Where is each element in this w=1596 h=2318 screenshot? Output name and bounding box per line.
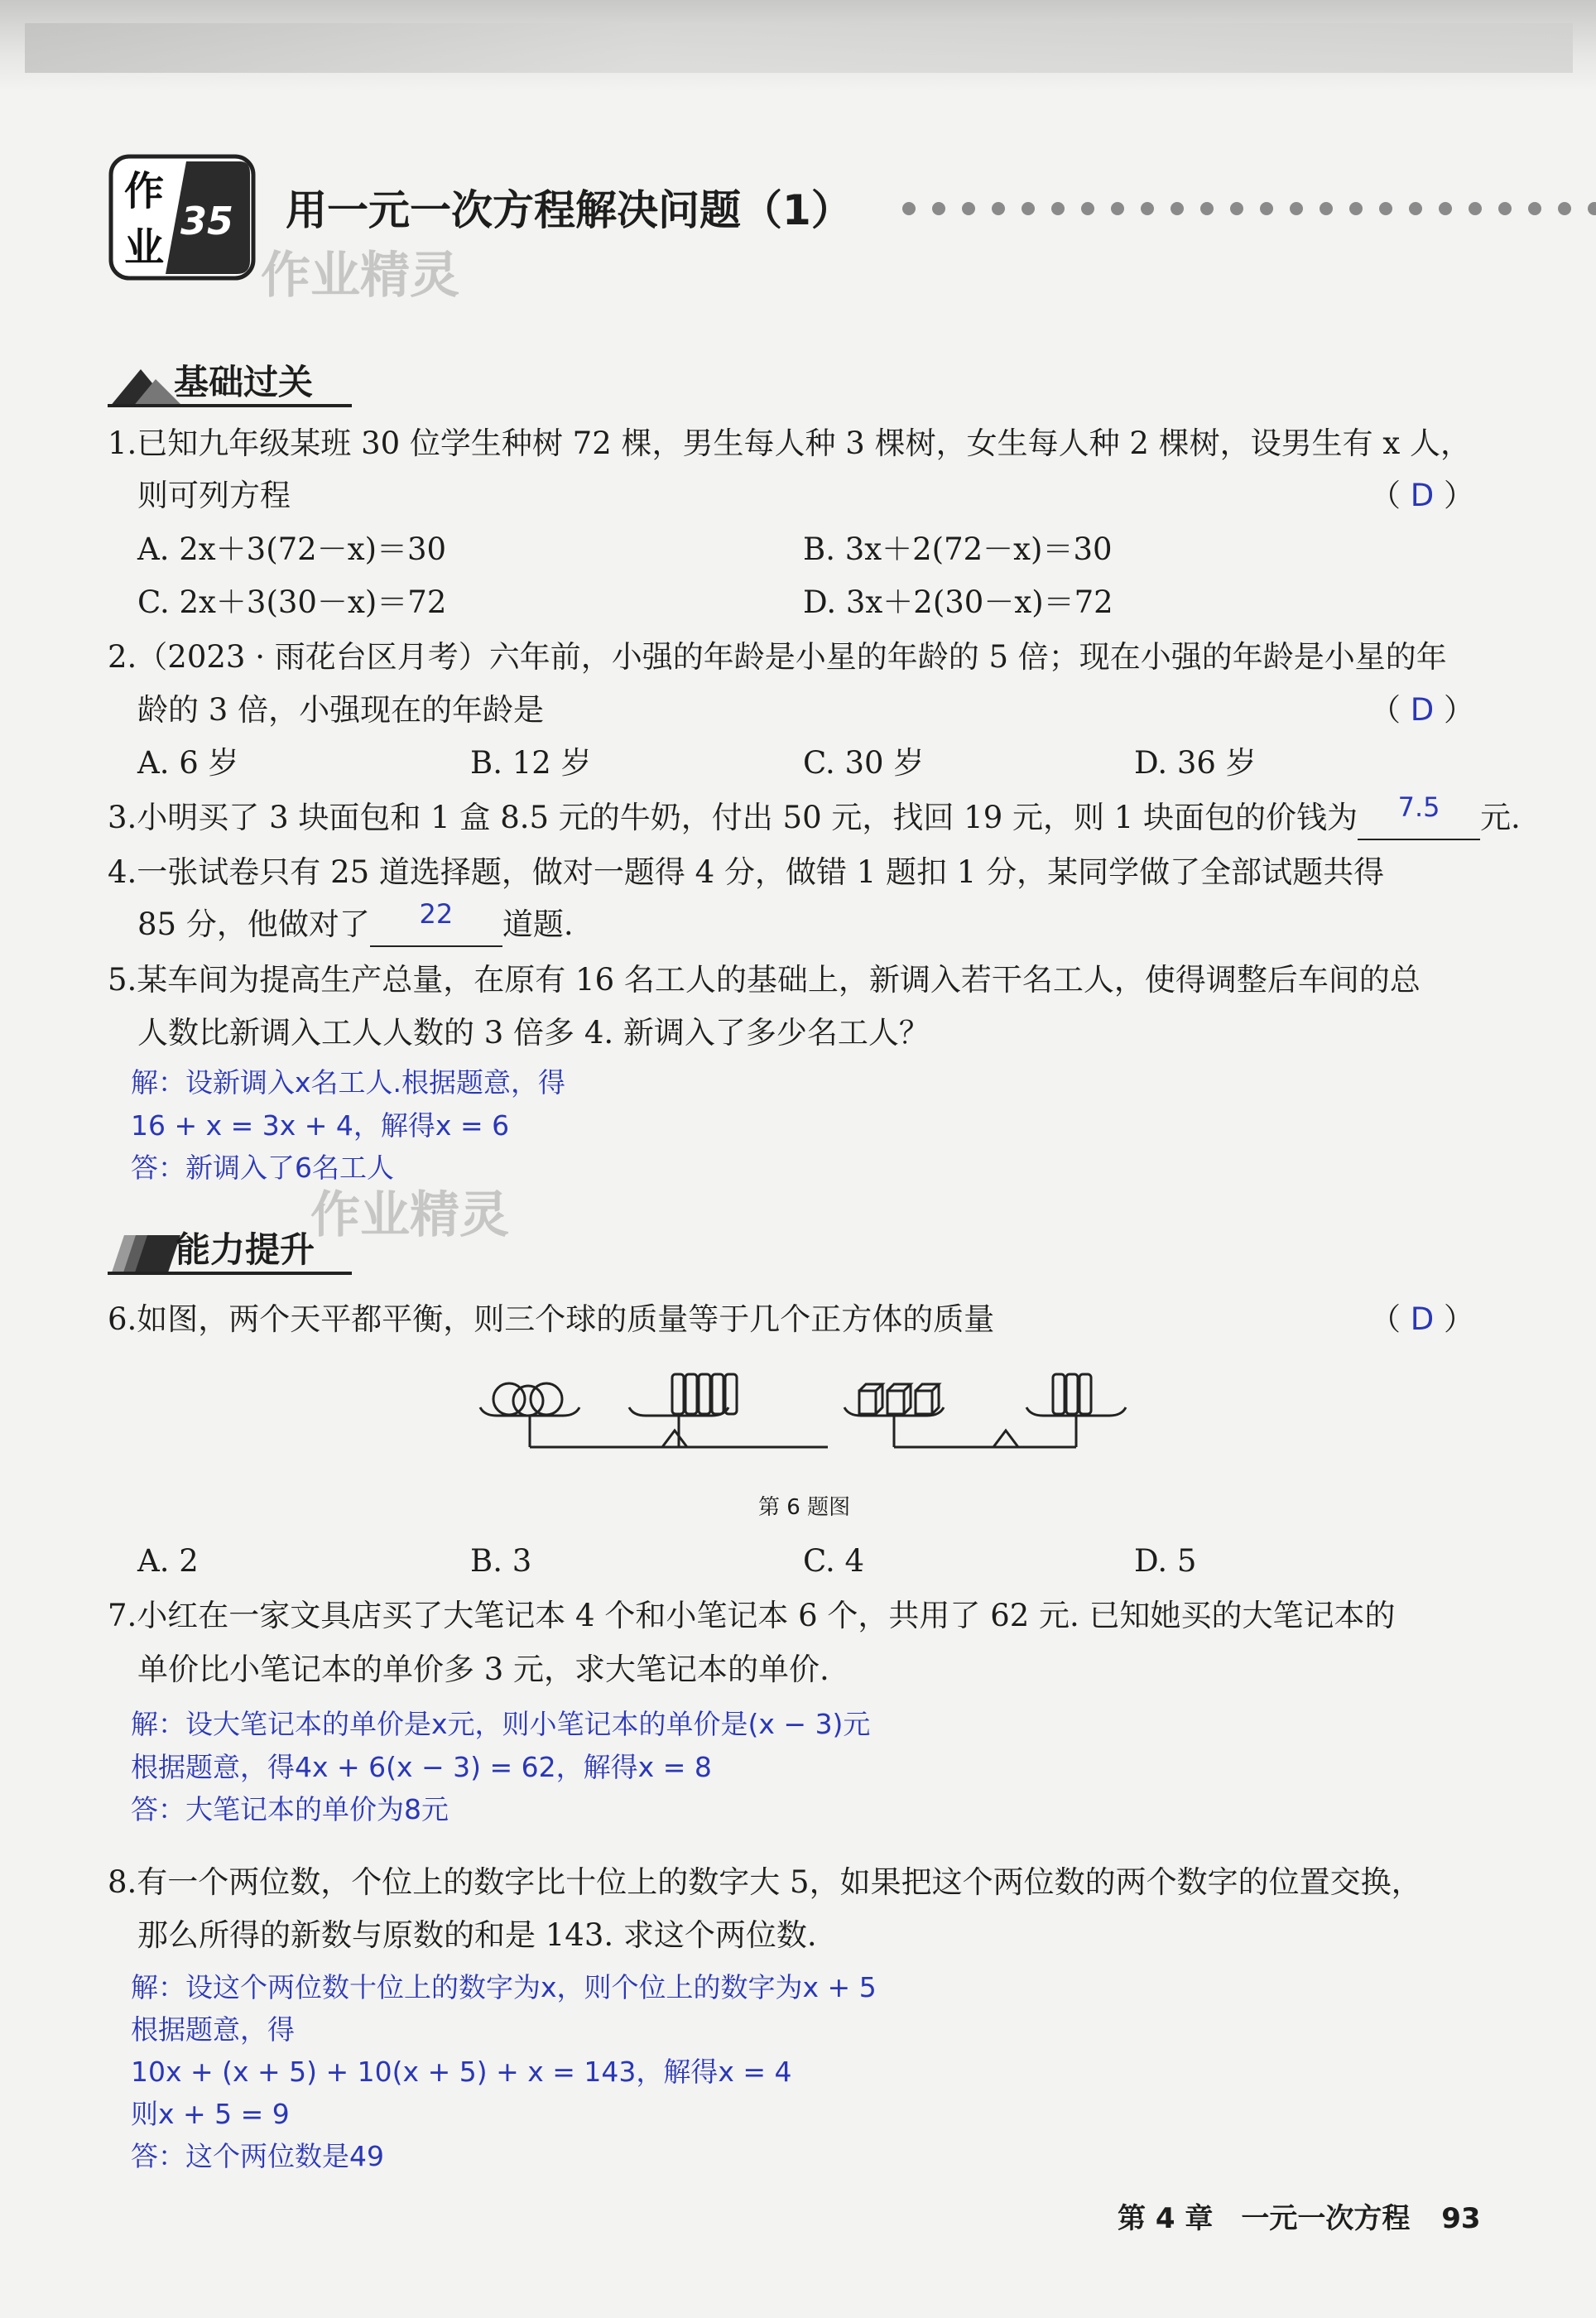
badge-bottom-text: 业	[124, 224, 165, 271]
q4-before: 85 分，他做对了	[137, 907, 370, 942]
q3-after: 元.	[1480, 800, 1521, 835]
badge-number: 35	[180, 199, 234, 243]
badge-shape	[108, 153, 257, 281]
q7-solution-2: 根据题意，得4x + 6(x − 3) = 62，解得x = 8	[131, 1751, 712, 1783]
q6-option-a: A. 2	[137, 1543, 199, 1579]
q1-option-c: C. 2x＋3(30－x)＝72	[137, 584, 447, 620]
cylinder	[1053, 1374, 1065, 1414]
q2-answer: D	[1410, 692, 1435, 728]
watermark: 作业精灵	[261, 247, 459, 305]
q4-blank-answer: 22	[419, 898, 454, 930]
q2-option-c: C. 30 岁	[803, 745, 925, 781]
q7-solution-3: 答：大笔记本的单价为8元	[131, 1793, 449, 1825]
q2-line2: 龄的 3 倍，小强现在的年龄是	[137, 692, 545, 728]
section-label: 基础过关	[174, 362, 314, 402]
balance-left	[480, 1374, 828, 1447]
q5-line1: 5.某车间为提高生产总量，在原有 16 名工人的基础上，新调入若干名工人，使得调整后车间的总	[108, 962, 1421, 998]
cylinder	[685, 1374, 697, 1414]
q5-line2: 人数比新调入工人人数的 3 倍多 4. 新调入了多少名工人？	[137, 1015, 930, 1051]
q4-blank	[370, 898, 502, 947]
cylinder	[1066, 1374, 1078, 1414]
figure-caption: 第 6 题图	[758, 1495, 851, 1520]
q6-answer-bracket: （ D ）	[1370, 1301, 1475, 1337]
homework-badge	[108, 153, 257, 281]
page-title: 用一元一次方程解决问题（1）	[286, 186, 853, 234]
q6-answer: D	[1410, 1301, 1435, 1337]
q1-line1: 1.已知九年级某班 30 位学生种树 72 棵，男生每人种 3 棵树，女生每人种 2 棵树，设男生有 x 人，	[108, 426, 1472, 461]
q8-solution-5: 答：这个两位数是49	[131, 2140, 384, 2172]
q3-blank-answer: 7.5	[1397, 791, 1440, 823]
chapter-label: 第 4 章 一元一次方程	[1118, 2202, 1411, 2235]
ball-3	[531, 1383, 562, 1415]
q5-solution-3: 答：新调入了6名工人	[131, 1152, 394, 1184]
q1-option-b: B. 3x＋2(72－x)＝30	[803, 531, 1113, 567]
ball-2	[513, 1386, 543, 1416]
page-footer	[1118, 2195, 1481, 2236]
q7-line1: 7.小红在一家文具店买了大笔记本 4 个和小笔记本 6 个，共用了 62 元. 已知她买的大笔记本的	[108, 1598, 1396, 1633]
q6-option-d: D. 5	[1134, 1543, 1197, 1579]
watermark: 作业精灵	[310, 1186, 509, 1244]
q6-line1: 6.如图，两个天平都平衡，则三个球的质量等于几个正方体的质量	[108, 1301, 995, 1337]
q3-before: 3.小明买了 3 块面包和 1 盒 8.5 元的牛奶，付出 50 元，找回 19 元，则 1 块面包的价钱为	[108, 800, 1358, 835]
q5-solution-2: 16 + x = 3x + 4，解得x = 6	[131, 1109, 510, 1142]
cube	[916, 1384, 939, 1414]
q8-solution-3: 10x + (x + 5) + 10(x + 5) + x = 143，解得x = 4	[131, 2056, 792, 2088]
q4-line2	[137, 898, 574, 947]
q1-answer: D	[1410, 478, 1435, 513]
q8-line1: 8.有一个两位数，个位上的数字比十位上的数字大 5，如果把这个两位数的两个数字的位置交换，	[108, 1864, 1422, 1900]
badge-top-text: 作	[124, 168, 165, 214]
balance-figure	[464, 1349, 1142, 1457]
q2-option-b: B. 12 岁	[470, 745, 592, 781]
q5-solution-1: 解：设新调入x名工人.根据题意，得	[131, 1066, 566, 1099]
q8-solution-2: 根据题意，得	[131, 2013, 295, 2046]
q8-line2: 那么所得的新数与原数的和是 143. 求这个两位数.	[137, 1917, 817, 1953]
q1-answer-bracket: （ D ）	[1370, 478, 1475, 513]
q4-after: 道题.	[502, 907, 574, 942]
cube	[859, 1384, 882, 1414]
q8-solution-1: 解：设这个两位数十位上的数字为x，则个位上的数字为x + 5	[131, 1971, 877, 2003]
q1-line2: 则可列方程	[137, 478, 291, 513]
q4-line1: 4.一张试卷只有 25 道选择题，做对一题得 4 分，做错 1 题扣 1 分，某同学做了全部试题共得	[108, 854, 1385, 890]
cube	[887, 1384, 911, 1414]
q2-option-a: A. 6 岁	[137, 745, 239, 781]
section-header-basic	[108, 358, 352, 407]
cylinder	[1079, 1374, 1091, 1414]
cylinder	[672, 1374, 684, 1414]
q7-line2: 单价比小笔记本的单价多 3 元，求大笔记本的单价.	[137, 1652, 829, 1687]
title-dot-leader	[902, 202, 1596, 215]
scan-edge	[25, 23, 1573, 73]
q2-answer-bracket: （ D ）	[1370, 692, 1475, 728]
q7-solution-1: 解：设大笔记本的单价是x元，则小笔记本的单价是(x − 3)元	[131, 1708, 871, 1740]
q3-blank	[1358, 791, 1480, 840]
q6-option-b: B. 3	[470, 1543, 532, 1579]
q1-option-a: A. 2x＋3(72－x)＝30	[137, 531, 447, 567]
balance-right	[844, 1374, 1126, 1447]
cylinder	[712, 1374, 723, 1414]
q8-solution-4: 则x + 5 = 9	[131, 2098, 290, 2130]
q6-option-c: C. 4	[803, 1543, 865, 1579]
q3-text	[108, 791, 1521, 840]
page-number: 93	[1441, 2202, 1481, 2235]
q2-option-d: D. 36 岁	[1134, 745, 1257, 781]
section-rule	[108, 1272, 352, 1275]
section-rule	[108, 404, 352, 407]
q1-option-d: D. 3x＋2(30－x)＝72	[803, 584, 1113, 620]
cylinder	[699, 1374, 710, 1414]
q2-line1: 2.（2023 · 雨花台区月考）六年前，小强的年龄是小星的年龄的 5 倍；现在小强的年龄是小星的年	[108, 639, 1447, 675]
section-label: 能力提升	[175, 1229, 315, 1270]
